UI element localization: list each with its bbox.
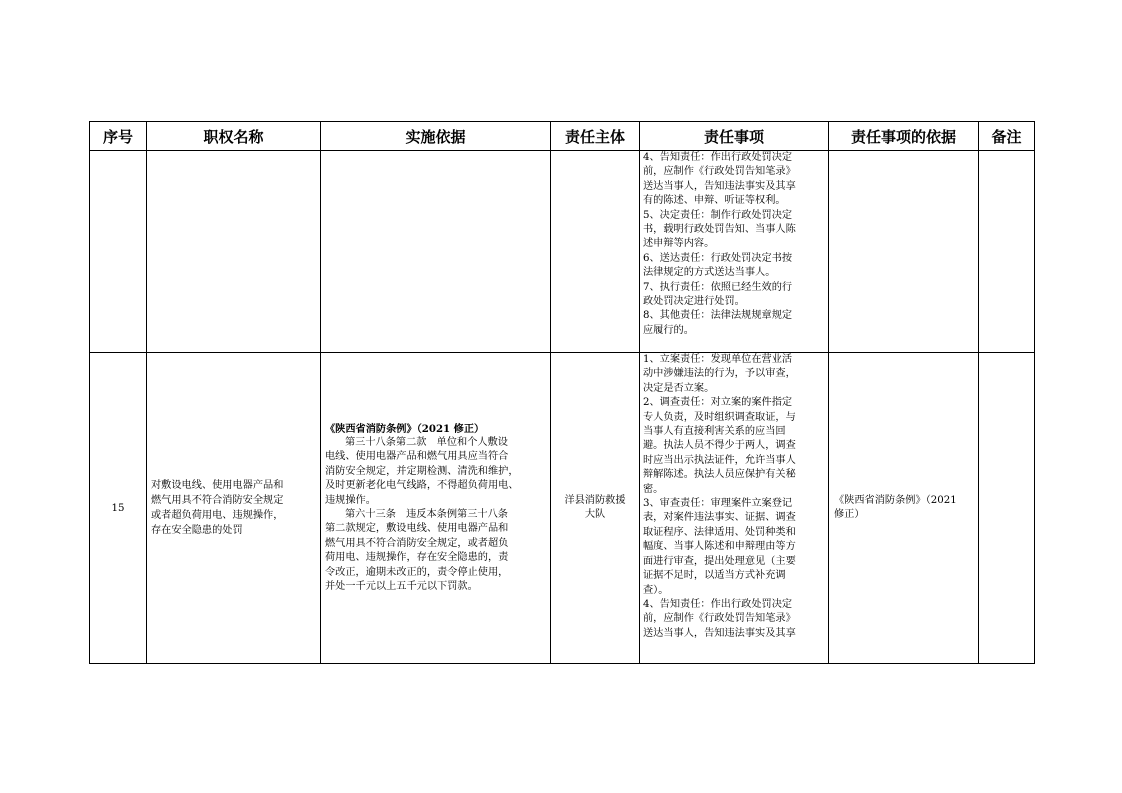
text-line: 燃气用具不符合消防安全规定 [151, 495, 284, 506]
text-line: 取证程序、法律适用、处罚种类和 [643, 526, 796, 538]
text-line: 查）。 [643, 584, 669, 596]
text-line: 送达当事人，告知违法事实及其享 [643, 627, 796, 639]
text-line: 8、其他责任：法律法规规章规定 [643, 310, 793, 322]
text-line: 表，对案件违法事实、证据、调查 [643, 512, 796, 524]
table-row-continued [90, 151, 1035, 353]
power-name-cell [147, 353, 321, 664]
text-line: 送达当事人，告知违法事实及其享 [643, 180, 796, 192]
note-cell [979, 151, 1035, 353]
text-line: 1、立案责任：发现单位在营业活 [643, 354, 793, 365]
text-line: 前，应制作《行政处罚告知笔录》 [643, 166, 796, 178]
power-name-cell [147, 151, 321, 353]
text-line: 辩解陈述。执法人员应保护有关秘 [643, 469, 796, 481]
text-line: 幅度、当事人陈述和申辩理由等方 [643, 541, 796, 553]
responsibility-items-cell [640, 353, 829, 664]
legal-basis-line: 电线、使用电器产品和燃气用具应当符合 [325, 451, 509, 463]
text-line: 4、告知责任：作出行政处罚决定 [643, 152, 793, 163]
legal-basis-line: 第三十八条第二款 单位和个人敷设 [345, 436, 508, 448]
legal-basis-articles [325, 436, 546, 594]
seq-cell [90, 151, 147, 353]
text-line: 有的陈述、申辩、听证等权利。 [643, 195, 786, 207]
header-legal-basis: 实施依据 [321, 122, 551, 151]
legal-basis-line: 第六十三条 违反本条例第三十八条 [345, 509, 508, 520]
header-responsible-subject: 责任主体 [551, 122, 640, 151]
text-line: 存在安全隐患的处罚 [151, 525, 243, 536]
header-responsibility-basis: 责任事项的依据 [829, 122, 979, 151]
text-line: 《陕西省消防条例》（2021 [834, 494, 957, 506]
text-line: 面进行审查，提出处理意见（主要 [643, 555, 796, 567]
text-line: 证据不足时，以适当方式补充调 [643, 570, 786, 582]
text-line: 前，应制作《行政处罚告知笔录》 [643, 613, 796, 625]
legal-basis-line: 违规操作。 [325, 494, 376, 506]
text-line: 密。 [643, 483, 664, 495]
responsibility-basis-cell [829, 353, 979, 664]
text-line: 5、决定责任：制作行政处罚决定 [643, 209, 793, 221]
legal-basis-line: 并处一千元以上五千元以下罚款。 [325, 581, 478, 593]
responsible-subject-cell [551, 151, 640, 353]
table-row-15 [90, 353, 1035, 664]
legal-basis-line: 燃气用具不符合消防安全规定，或者超负 [325, 537, 509, 549]
text-line: 修正） [834, 509, 865, 520]
text-line: 专人负责，及时组织调查取证，与 [643, 411, 796, 423]
text-line: 避。执法人员不得少于两人，调查 [643, 440, 796, 452]
header-responsibility-items: 责任事项 [640, 122, 829, 151]
note-cell [979, 353, 1035, 664]
legal-basis-line: 及时更新老化电气线路，不得超负荷用电、 [325, 480, 519, 492]
seq-cell: 15 [90, 353, 147, 664]
text-line: 应履行的。 [643, 324, 694, 336]
text-line: 7、执行责任：依照已经生效的行 [643, 281, 793, 293]
text-line: 法律规定的方式送达当事人。 [643, 267, 776, 279]
responsibility-basis-cell [829, 151, 979, 353]
legal-basis-title: 《陕西省消防条例》（2021 修正） [325, 422, 485, 435]
responsible-subject-cell [551, 353, 640, 664]
legal-basis-line: 第二款规定，敷设电线、使用电器产品和 [325, 523, 509, 535]
text-line: 当事人有直接利害关系的应当回 [643, 426, 786, 438]
text-line: 洋县消防救援 [564, 494, 626, 506]
text-line: 6、送达责任：行政处罚决定书按 [643, 252, 793, 264]
text-line: 4、告知责任：作出行政处罚决定 [643, 598, 793, 610]
responsibility-table [89, 121, 1035, 664]
text-line: 大队 [584, 509, 606, 520]
text-line: 3、审查责任：审理案件立案登记 [643, 498, 793, 510]
header-power-name: 职权名称 [147, 122, 321, 151]
header-note: 备注 [979, 122, 1035, 151]
header-seq: 序号 [90, 122, 147, 151]
text-line: 或者超负荷用电、违规操作， [151, 510, 284, 521]
legal-basis-line: 令改正，逾期未改正的，责令停止使用， [325, 566, 509, 578]
text-line: 动中涉嫌违法的行为，予以审查， [643, 368, 796, 380]
legal-basis-line: 荷用电、违规操作，存在安全隐患的，责 [325, 552, 509, 564]
text-line: 时应当出示执法证件，允许当事人 [643, 454, 796, 466]
header-row [90, 122, 1035, 151]
text-line: 政处罚决定进行处罚。 [643, 296, 745, 308]
legal-basis-cell [321, 151, 551, 353]
text-line: 述申辩等内容。 [643, 238, 715, 250]
legal-basis-line: 消防安全规定，并定期检测、清洗和维护， [325, 465, 519, 477]
responsibility-items-cell [640, 151, 829, 353]
text-line: 书，载明行政处罚告知、当事人陈 [643, 224, 796, 236]
legal-basis-cell [321, 353, 551, 664]
text-line: 决定是否立案。 [643, 382, 715, 394]
text-line: 2、调查责任：对立案的案件指定 [643, 397, 793, 409]
text-line: 对敷设电线、使用电器产品和 [151, 480, 284, 491]
